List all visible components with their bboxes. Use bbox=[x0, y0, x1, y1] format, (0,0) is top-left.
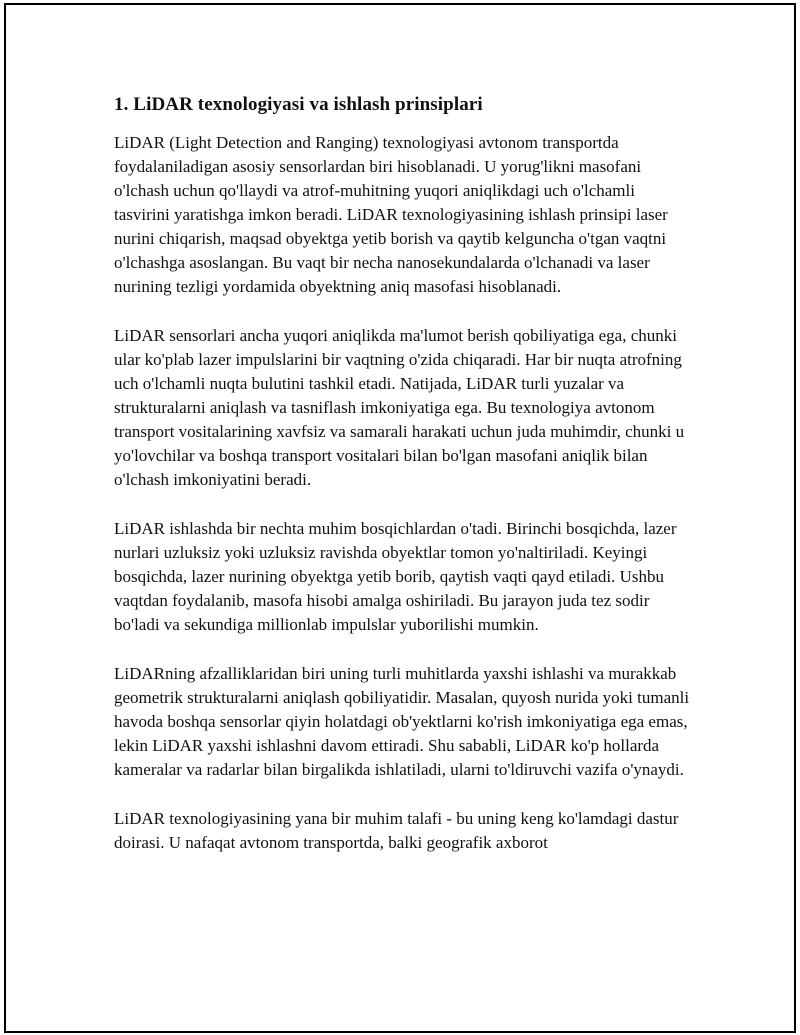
paragraph-1: LiDAR (Light Detection and Ranging) texnologiyasi avtonom transportda foydalaniladigan asosiy sensorlardan biri hisoblanadi. U yorug'likni masofani o'lchash uchun qo'llaydi va atrof-muhitning yuqori aniqlikdagi uch o'lchamli tasvirini yaratishga imkon beradi. LiDAR texnologiyasining ishlash prinsipi laser nurini chiqarish, maqsad obyektga yetib borish va qaytib kelguncha o'tgan vaqtni o'lchashga asoslangan. Bu vaqt bir necha nanosekundalarda o'lchanadi va laser nurining tezligi yordamida obyektning aniq masofasi hisoblanadi. bbox=[114, 133, 668, 296]
section-heading: 1. LiDAR texnologiyasi va ishlash prinsiplari bbox=[114, 94, 483, 115]
document-body bbox=[114, 92, 692, 880]
paragraph-4: LiDARning afzalliklaridan biri uning turli muhitlarda yaxshi ishlashi va murakkab geometrik strukturalarni aniqlash qobiliyatidir. Masalan, quyosh nurida yoki tumanli havoda boshqa sensorlar qiyin holatdagi ob'yektlarni ko'rish imkoniyatiga ega emas, lekin LiDAR yaxshi ishlashni davom ettiradi. Shu sababli, LiDAR ko'p hollarda kameralar va radarlar bilan birgalikda ishlatiladi, ularni to'ldiruvchi vazifa o'ynaydi. bbox=[114, 664, 690, 779]
paragraph-3: LiDAR ishlashda bir nechta muhim bosqichlardan o'tadi. Birinchi bosqichda, lazer nurlari uzluksiz yoki uzluksiz ravishda obyektlar tomon yo'naltiriladi. Keyingi bosqichda, lazer nurining obyektga yetib borib, qaytish vaqti qayd etiladi. Ushbu vaqtdan foydalanib, masofa hisobi amalga oshiriladi. Bu jarayon juda tez sodir bo'ladi va sekundiga millionlab impulslar yuborilishi mumkin. bbox=[114, 519, 677, 634]
paragraph-2: LiDAR sensorlari ancha yuqori aniqlikda ma'lumot berish qobiliyatiga ega, chunki ular ko'plab lazer impulslarini bir vaqtning o'zida chiqaradi. Har bir nuqta atrofning uch o'lchamli nuqta bulutini tashkil etadi. Natijada, LiDAR turli yuzalar va strukturalarni aniqlash va tasniflash imkoniyatiga ega. Bu texnologiya avtonom transport vositalarining xavfsiz va samarali harakati uchun juda muhimdir, chunki u yo'lovchilar va boshqa transport vositalari bilan bo'lgan masofani aniqlik bilan o'lchash imkoniyatini beradi. bbox=[114, 326, 685, 489]
paragraph-5: LiDAR texnologiyasining yana bir muhim talafi - bu uning keng ko'lamdagi dastur doirasi. U nafaqat avtonom transportda, balki geografik axborot bbox=[114, 809, 679, 852]
